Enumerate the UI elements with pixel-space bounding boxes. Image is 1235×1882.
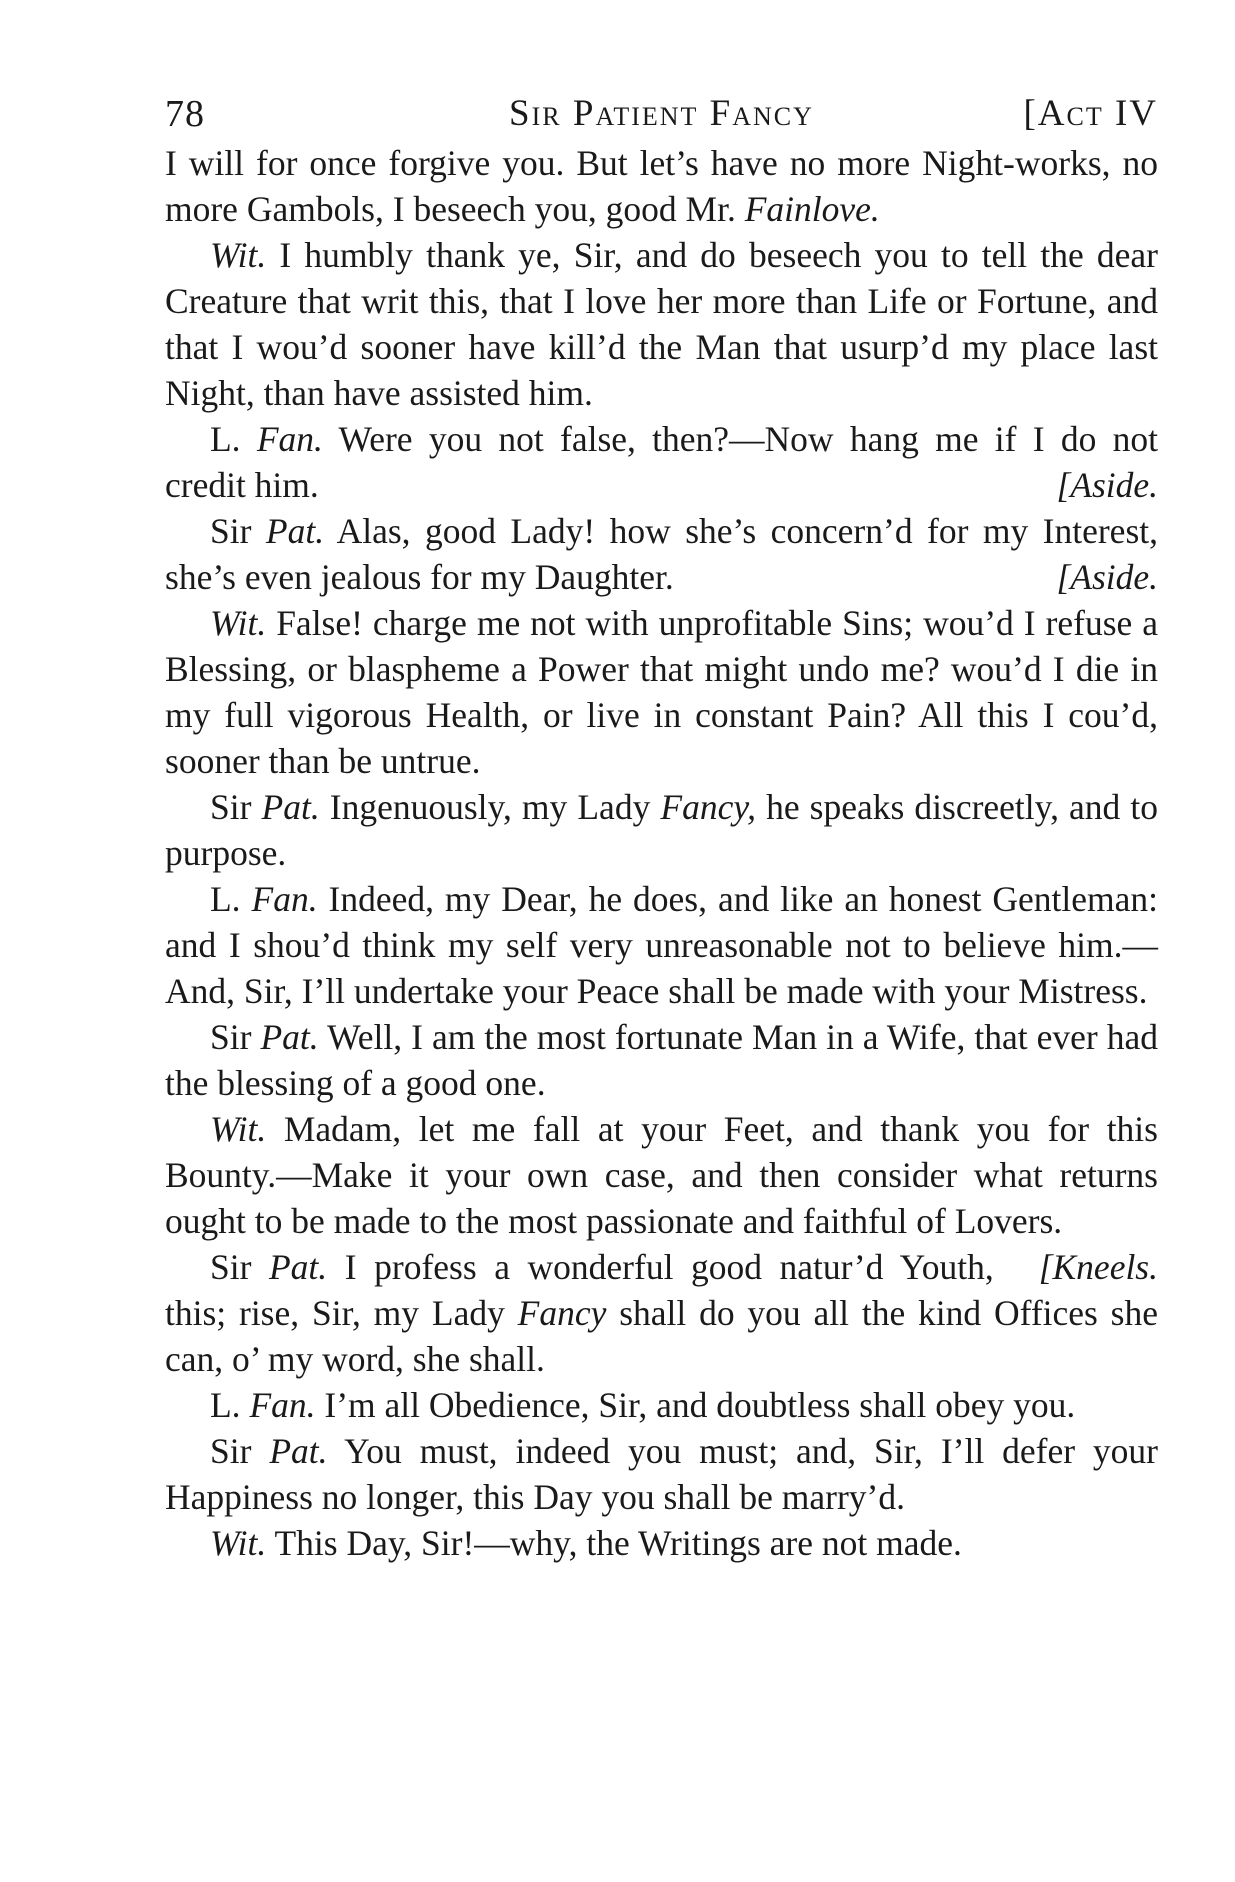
speaker-title: L. bbox=[210, 879, 241, 919]
speech-wit-1 bbox=[165, 232, 1158, 416]
speech-lady-fancy-2 bbox=[165, 876, 1158, 1014]
stage-direction: [Kneels. bbox=[1038, 1247, 1158, 1287]
stage-direction: [Aside. bbox=[1056, 557, 1158, 597]
speaker-title: L. bbox=[210, 419, 241, 459]
speech-sir-patient-1 bbox=[165, 508, 1158, 600]
speaker-label: Pat. bbox=[269, 1247, 328, 1287]
speaker-title: Sir bbox=[210, 1431, 252, 1471]
speech-continuation bbox=[165, 140, 1158, 232]
character-name: Fancy bbox=[517, 1293, 607, 1333]
speaker-title: L. bbox=[210, 1385, 241, 1425]
speech-text: Madam, let me fall at your Feet, and thank you for this Bounty.—Make it your own case, and then consider what returns ought to be made to the most passionate and faithful of Lovers. bbox=[165, 1109, 1158, 1241]
speaker-title: Sir bbox=[210, 511, 252, 551]
speaker-label: Wit. bbox=[210, 1109, 267, 1149]
speaker-label: Pat. bbox=[269, 1431, 328, 1471]
speech-sir-patient-3 bbox=[165, 1014, 1158, 1106]
speaker-label: Pat. bbox=[260, 1017, 319, 1057]
speech-text: shall do you all the kind Offices she can, o’ my word, she shall. bbox=[165, 1293, 1158, 1379]
speech-text: I will for once forgive you. But let’s have no more Night-works, no more Gambols, I beseech you, good Mr. bbox=[165, 143, 1158, 229]
speaker-label: Fan. bbox=[251, 879, 318, 919]
speech-sir-patient-2 bbox=[165, 784, 1158, 876]
speech-wit-4 bbox=[165, 1520, 1158, 1566]
speaker-label: Wit. bbox=[210, 1523, 267, 1563]
speaker-label: Fan. bbox=[249, 1385, 316, 1425]
speech-lady-fancy-1 bbox=[165, 416, 1158, 508]
speech-text: Ingenuously, my Lady bbox=[319, 787, 661, 827]
speaker-label: Pat. bbox=[261, 787, 320, 827]
play-text bbox=[165, 140, 1158, 1566]
speaker-title: Sir bbox=[210, 1017, 252, 1057]
stage-direction: [Aside. bbox=[1056, 465, 1158, 505]
speech-text: I humbly thank ye, Sir, and do beseech you to tell the dear Creature that writ this, that I love her more than Life or Fortune, and that I wou’d sooner have kill’d the Man that usurp’d my place last Night, than have assisted him. bbox=[165, 235, 1158, 413]
speaker-title: Sir bbox=[210, 1247, 252, 1287]
page-number: 78 bbox=[165, 93, 205, 135]
speech-text: I’m all Obedience, Sir, and doubtless shall obey you. bbox=[315, 1385, 1076, 1425]
speech-wit-2 bbox=[165, 600, 1158, 784]
speaker-label: Wit. bbox=[210, 603, 267, 643]
speech-lady-fancy-3 bbox=[165, 1382, 1158, 1428]
character-name: Fancy, bbox=[660, 787, 757, 827]
speech-sir-patient-5 bbox=[165, 1428, 1158, 1520]
speech-text: I profess a wonderful good natur’d Youth, this; rise, Sir, my Lady bbox=[165, 1247, 994, 1333]
speech-text: Well, I am the most fortunate Man in a Wife, that ever had the blessing of a good one. bbox=[165, 1017, 1158, 1103]
speech-text: Indeed, my Dear, he does, and like an honest Gentleman: and I shou’d think my self very unreasonable not to believe him.—And, Sir, I’ll undertake your Peace shall be made with your Mistress. bbox=[165, 879, 1159, 1011]
speaker-label: Wit. bbox=[210, 235, 267, 275]
character-name: Fainlove. bbox=[744, 189, 880, 229]
speech-text: False! charge me not with unprofitable Sins; wou’d I refuse a Blessing, or blaspheme a Power that might undo me? wou’d I die in my full vigorous Health, or live in constant Pain? All this I cou’d, sooner than be untrue. bbox=[165, 603, 1158, 781]
speech-text: Alas, good Lady! how she’s concern’d for my Interest, she’s even jealous for my Daughter. bbox=[165, 511, 1158, 597]
running-title: Sir Patient Fancy bbox=[509, 93, 814, 134]
speech-text: he speaks discreetly, and to purpose. bbox=[165, 787, 1158, 873]
speaker-title: Sir bbox=[210, 787, 252, 827]
speaker-label: Pat. bbox=[265, 511, 325, 551]
speech-text: Were you not false, then?—Now hang me if I do not credit him. bbox=[165, 419, 1158, 505]
speech-text: This Day, Sir!—why, the Writings are not made. bbox=[266, 1523, 962, 1563]
speaker-label: Fan. bbox=[256, 419, 323, 459]
act-label: [Act IV bbox=[1023, 93, 1158, 134]
running-header bbox=[165, 92, 1158, 142]
speech-text: You must, indeed you must; and, Sir, I’ll defer your Happiness no longer, this Day you shall be marry’d. bbox=[165, 1431, 1159, 1517]
